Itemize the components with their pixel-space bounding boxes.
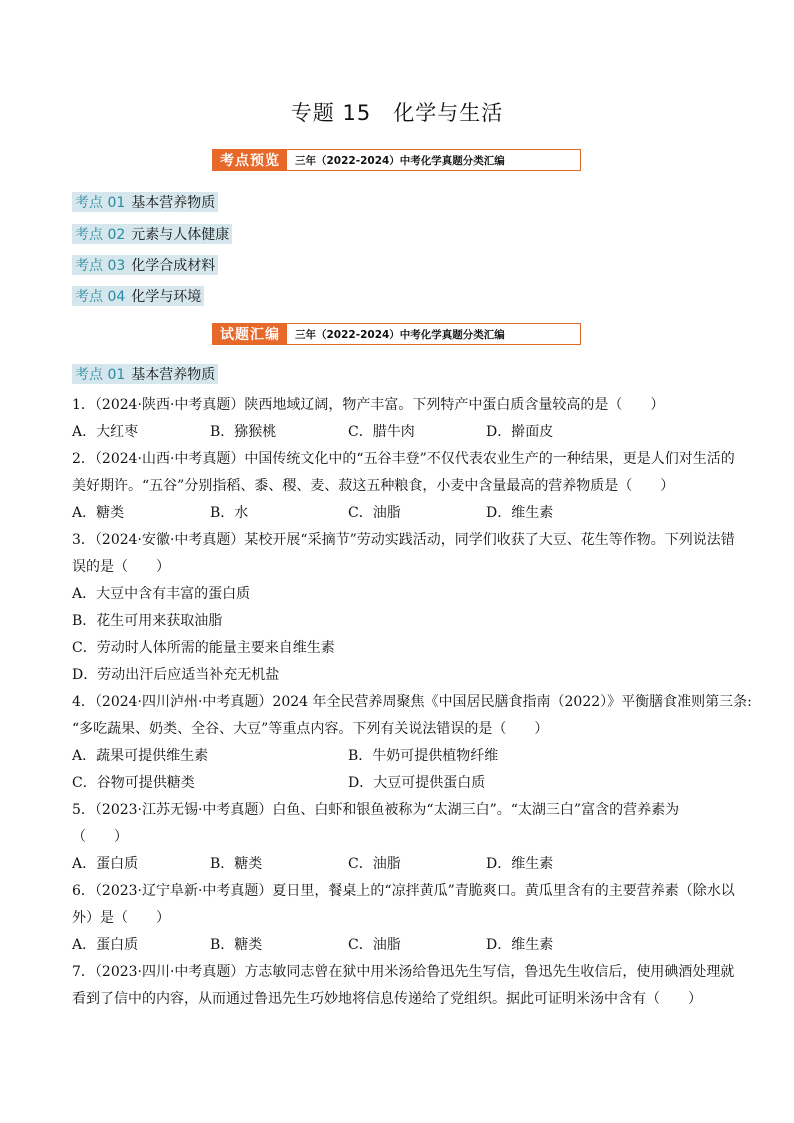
- q6-option-c: C．油脂: [348, 937, 401, 953]
- question-5-text: 5．（2023·江苏无锡·中考真题）白鱼、白虾和银鱼被称为“太湖三白”。“太湖三白”富含的营养素为: [72, 802, 680, 818]
- toc-item-label: 元素与人体健康: [131, 227, 230, 243]
- preview-banner: [212, 149, 581, 171]
- q1-option-a: A．大红枣: [72, 424, 139, 440]
- q1-option-b: B．猕猴桃: [210, 424, 277, 440]
- question-7-text: 7．（2023·四川·中考真题）方志敏同志曾在狱中用米汤给鲁迅先生写信，鲁迅先生收信后，使用碘酒处理就: [72, 964, 735, 980]
- question-7-text-cont: 看到了信中的内容，从而通过鲁迅先生巧妙地将信息传递给了党组织。据此可证明米汤中含有（ ）: [72, 991, 702, 1007]
- questions-banner: [212, 323, 581, 345]
- questions-tag: 试题汇编: [213, 324, 287, 344]
- question-4-text-cont: “多吃蔬果、奶类、全谷、大豆”等重点内容。下列有关说法错误的是（ ）: [72, 721, 549, 737]
- q3-option-a: A．大豆中含有丰富的蛋白质: [72, 586, 251, 602]
- toc-item-4[interactable]: [72, 286, 204, 306]
- preview-tag: 考点预览: [213, 150, 287, 170]
- q5-option-c: C．油脂: [348, 856, 401, 872]
- preview-banner-text: 三年（2022-2024）中考化学真题分类汇编: [295, 154, 505, 167]
- toc-item-1[interactable]: [72, 192, 218, 212]
- q2-option-d: D．维生素: [486, 505, 554, 521]
- question-3-text: 3．（2024·安徽·中考真题）某校开展“采摘节”劳动实践活动，同学们收获了大豆、花生等作物。下列说法错: [72, 532, 735, 548]
- q2-option-b: B．水: [210, 505, 249, 521]
- q2-option-a: A．糖类: [72, 505, 125, 521]
- q5-option-d: D．维生素: [486, 856, 554, 872]
- toc-item-3[interactable]: [72, 255, 218, 275]
- toc-item-number: 考点 02: [75, 227, 126, 243]
- toc-item-number: 考点 01: [75, 195, 126, 211]
- question-2-text-cont: 美好期许。“五谷”分别指稻、黍、稷、麦、菽这五种粮食，小麦中含量最高的营养物质是（ ）: [72, 478, 675, 494]
- q1-option-c: C．腊牛肉: [348, 424, 415, 440]
- q4-option-b: B．牛奶可提供植物纤维: [348, 748, 499, 764]
- q3-option-c: C．劳动时人体所需的能量主要来自维生素: [72, 640, 335, 656]
- q5-option-a: A．蛋白质: [72, 856, 139, 872]
- toc-item-2[interactable]: [72, 224, 232, 244]
- q4-option-a: A．蔬果可提供维生素: [72, 748, 209, 764]
- question-6-text-cont: 外）是（ ）: [72, 910, 170, 926]
- q4-option-d: D．大豆可提供蛋白质: [348, 775, 486, 791]
- q3-option-b: B．花生可用来获取油脂: [72, 613, 223, 629]
- q6-option-d: D．维生素: [486, 937, 554, 953]
- question-1-text: 1．（2024·陕西·中考真题）陕西地域辽阔，物产丰富。下列特产中蛋白质含量较高的是（ ）: [72, 397, 665, 413]
- q1-option-d: D．擀面皮: [486, 424, 554, 440]
- q5-option-b: B．糖类: [210, 856, 263, 872]
- section-heading: [72, 364, 218, 384]
- question-5-text-cont: （ ）: [72, 829, 128, 845]
- q6-option-b: B．糖类: [210, 937, 263, 953]
- question-3-text-cont: 误的是（ ）: [72, 559, 170, 575]
- question-4-text: 4．（2024·四川泸州·中考真题）2024 年全民营养周聚焦《中国居民膳食指南（2022）》平衡膳食准则第三条:: [72, 694, 752, 710]
- toc-item-number: 考点 04: [75, 289, 126, 305]
- toc-item-label: 化学与环境: [131, 289, 202, 305]
- q4-option-c: C．谷物可提供糖类: [72, 775, 195, 791]
- question-2-text: 2．（2024·山西·中考真题）中国传统文化中的“五谷丰登”不仅代表农业生产的一种结果，更是人们对生活的: [72, 451, 735, 467]
- toc-item-label: 基本营养物质: [131, 195, 216, 211]
- toc-item-number: 考点 03: [75, 258, 126, 274]
- q6-option-a: A．蛋白质: [72, 937, 139, 953]
- section-number: 考点 01: [75, 367, 126, 383]
- q2-option-c: C．油脂: [348, 505, 401, 521]
- section-label: 基本营养物质: [131, 367, 216, 383]
- page-title: 专题 15 化学与生活: [290, 101, 504, 125]
- question-6-text: 6．（2023·辽宁阜新·中考真题）夏日里，餐桌上的“凉拌黄瓜”青脆爽口。黄瓜里含有的主要营养素（除水以: [72, 883, 735, 899]
- toc-item-label: 化学合成材料: [131, 258, 216, 274]
- questions-banner-text: 三年（2022-2024）中考化学真题分类汇编: [295, 328, 505, 341]
- q3-option-d: D．劳动出汗后应适当补充无机盐: [72, 667, 280, 683]
